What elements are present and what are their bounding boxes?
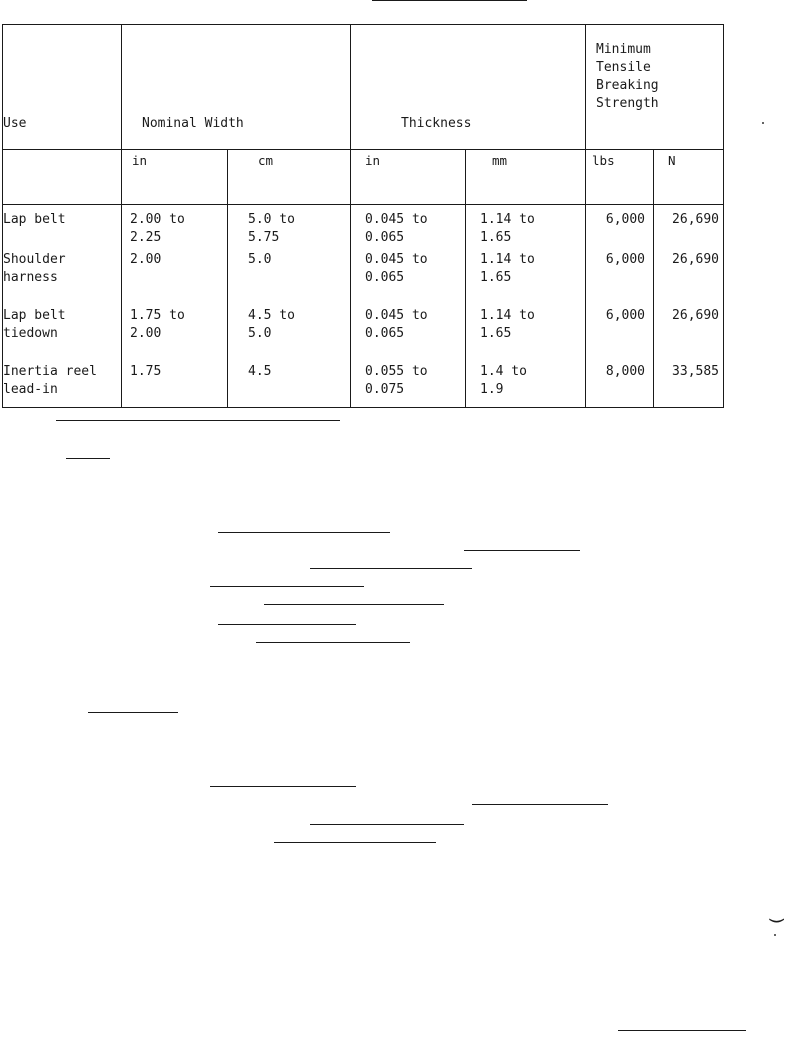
webbing-spec-table	[2, 24, 724, 408]
col-header-thickness: Thickness	[351, 25, 586, 150]
unit-strength-lbs: lbs	[586, 150, 654, 205]
cell-strength-lbs: 8,000	[586, 343, 654, 408]
cell-thick-mm: 1.14 to 1.65	[466, 247, 586, 287]
unit-thick-in: in	[351, 150, 466, 205]
redaction-line	[210, 786, 356, 787]
cell-width-cm: 5.0	[228, 247, 351, 287]
scan-artifact: ‿	[770, 898, 784, 923]
units-row	[3, 150, 724, 205]
table-row	[3, 287, 724, 343]
redaction-line	[88, 712, 178, 713]
col-header-use: Use	[3, 25, 122, 150]
table-row	[3, 247, 724, 287]
cell-strength-lbs: 6,000	[586, 205, 654, 248]
redaction-line	[464, 550, 580, 551]
cell-strength-n: 26,690	[654, 287, 724, 343]
cell-width-in: 2.00	[122, 247, 228, 287]
cell-thick-mm: 1.14 to 1.65	[466, 205, 586, 248]
redaction-line	[66, 458, 110, 459]
redaction-line	[256, 642, 410, 643]
cell-width-cm: 5.0 to 5.75	[228, 205, 351, 248]
redaction-line	[218, 624, 356, 625]
cell-width-cm: 4.5 to 5.0	[228, 287, 351, 343]
redaction-line	[310, 824, 464, 825]
cell-thick-in: 0.045 to 0.065	[351, 205, 466, 248]
col-header-nominal-width: Nominal Width	[122, 25, 351, 150]
unit-blank	[3, 150, 122, 205]
table-row	[3, 205, 724, 248]
redaction-line	[472, 804, 608, 805]
unit-strength-n: N	[654, 150, 724, 205]
cell-thick-in: 0.055 to 0.075	[351, 343, 466, 408]
redaction-line	[218, 532, 390, 533]
table-row	[3, 343, 724, 408]
cell-strength-n: 26,690	[654, 247, 724, 287]
cell-use: Inertia reel lead-in	[3, 343, 122, 408]
cell-width-cm: 4.5	[228, 343, 351, 408]
cell-strength-lbs: 6,000	[586, 287, 654, 343]
cell-thick-in: 0.045 to 0.065	[351, 287, 466, 343]
cell-width-in: 1.75	[122, 343, 228, 408]
cell-strength-n: 26,690	[654, 205, 724, 248]
unit-width-cm: cm	[228, 150, 351, 205]
cell-thick-mm: 1.14 to 1.65	[466, 287, 586, 343]
cell-use: Lap belt tiedown	[3, 287, 122, 343]
cell-thick-mm: 1.4 to 1.9	[466, 343, 586, 408]
col-header-strength: Minimum Tensile Breaking Strength	[586, 25, 724, 150]
scan-artifact	[762, 122, 764, 124]
redaction-line	[372, 0, 527, 1]
redaction-line	[618, 1030, 746, 1031]
redaction-line	[274, 842, 436, 843]
redaction-line	[210, 586, 364, 587]
unit-thick-mm: mm	[466, 150, 586, 205]
scan-artifact	[774, 934, 776, 936]
redaction-line	[264, 604, 444, 605]
header-row	[3, 25, 724, 150]
unit-width-in: in	[122, 150, 228, 205]
cell-strength-n: 33,585	[654, 343, 724, 408]
cell-thick-in: 0.045 to 0.065	[351, 247, 466, 287]
cell-width-in: 2.00 to 2.25	[122, 205, 228, 248]
cell-use: Shoulder harness	[3, 247, 122, 287]
redaction-line	[56, 420, 340, 421]
cell-use: Lap belt	[3, 205, 122, 248]
cell-strength-lbs: 6,000	[586, 247, 654, 287]
cell-width-in: 1.75 to 2.00	[122, 287, 228, 343]
redaction-line	[310, 568, 472, 569]
